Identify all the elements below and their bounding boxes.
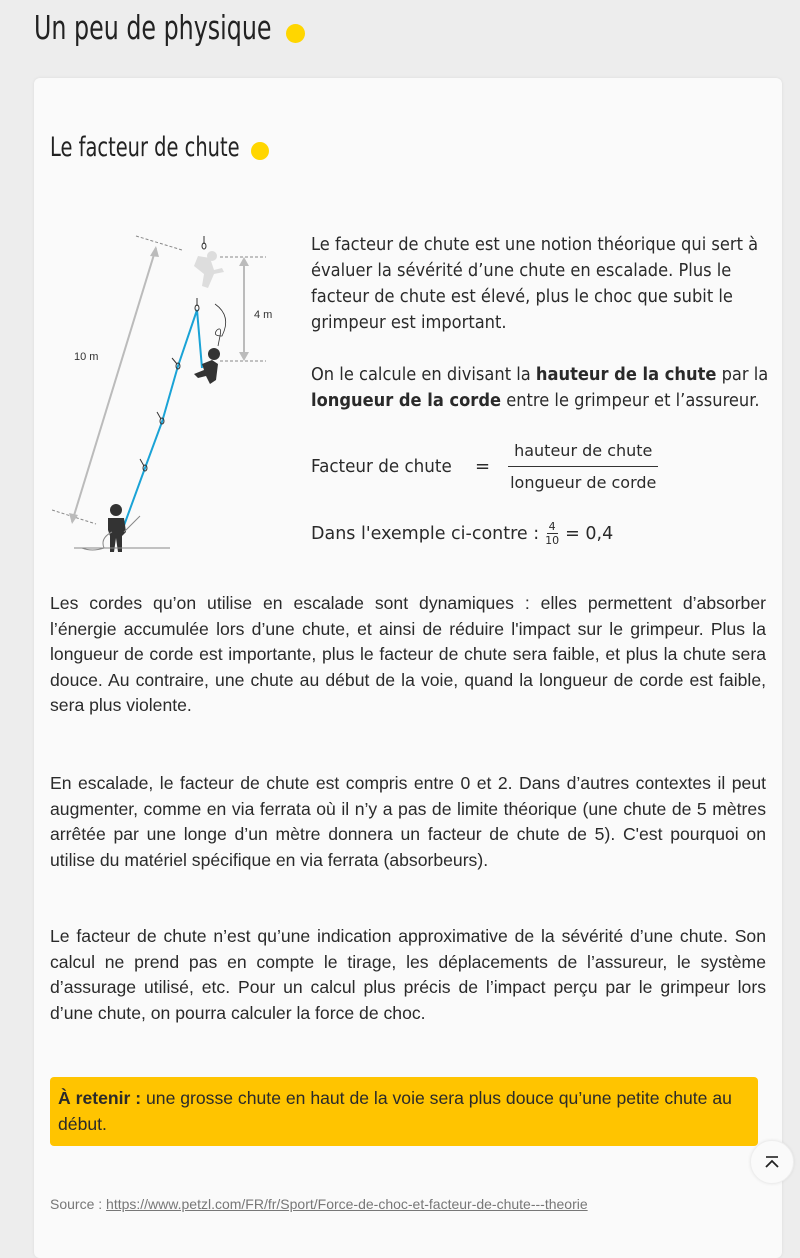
climber-icon [194,348,220,384]
key-takeaway-callout [50,1077,758,1146]
formula-lhs: Facteur de chute [311,455,452,477]
top-anchor-icon [202,236,206,249]
belayer-icon [108,504,126,552]
formula [311,436,662,496]
label-4m: 4 m [254,309,273,321]
quickdraw-icons [140,298,199,471]
ghost-climber-icon [194,251,224,288]
callout-text: une grosse chute en haut de la voie sera plus douce qu’une petite chute au début. [58,1088,732,1134]
source-link[interactable]: https://www.petzl.com/FR/fr/Sport/Force-de-choc-et-facteur-de-chute---theorie [106,1196,588,1212]
arrowhead-bottom [69,513,78,524]
example [311,520,613,547]
arrowhead-4m-bottom [239,352,249,361]
intro-paragraph-2 [311,362,776,414]
chevron-up-bar-icon [764,1155,780,1169]
section-dot-icon [251,142,269,160]
example-denominator: 10 [545,534,560,547]
page-title: Un peu de physique [34,8,272,47]
formula-equals: = [475,455,491,477]
back-to-top-button[interactable] [750,1140,794,1184]
fall-trajectory [215,304,226,346]
source-line [50,1196,588,1212]
title-dot-icon [286,24,305,43]
formula-numerator: hauteur de chute [508,441,658,467]
bold-fall-height: hauteur de la chute [535,365,717,385]
bold-rope-length: longueur de la corde [311,391,502,411]
rope [122,310,202,531]
fall-factor-illustration [52,226,292,560]
example-fraction [543,520,561,547]
example-numerator: 4 [548,520,556,533]
text-span: On le calcule en divisant la [311,365,536,385]
formula-denominator: longueur de corde [510,472,657,492]
body-paragraph-3: Le facteur de chute n’est qu’une indication approximative de la sévérité d’une chute. Son calcul ne prend pas en compte le tirage, les déplacements de l’assureur, le système d’assurage utilisé, etc. Pour un calcul plus précis de l’impact perçu par le grimpeur lors d’une chute, on pourra calculer la force de choc. [50,926,766,1023]
intro-text [311,232,771,440]
measure-arrow-10m [72,248,156,522]
section-title: Le facteur de chute [50,132,240,163]
arrowhead-top [150,246,159,257]
text-span: par la [716,365,769,385]
body-paragraph-1: Les cordes qu’on utilise en escalade sont dynamiques : elles permettent d’absorber l’énergie accumulée lors d’une chute, et ainsi de réduire l'impact sur le grimpeur. Plus la longueur de corde est importante, plus le facteur de chute sera faible, et plus la chute sera douce. Au contraire, une chute au début de la voie, quand la longueur de corde est faible, sera plus violente. [50,593,766,715]
text-span: entre le grimpeur et l’assureur. [501,391,760,411]
arrowhead-4m-top [239,257,249,266]
label-10m: 10 m [74,351,99,363]
intro-paragraph-1: Le facteur de chute est une notion théorique qui sert à évaluer la sévérité d’une chute en escalade. Plus le facteur de chute est élevé, plus le choc que subit le grimpeur est important. [311,235,759,333]
callout-label: À retenir : [58,1088,142,1108]
formula-fraction [504,441,662,492]
dashed-guide-top-left [136,236,182,250]
example-prefix: Dans l'exemple ci-contre : [311,523,540,544]
body-paragraph-2: En escalade, le facteur de chute est compris entre 0 et 2. Dans d’autres contextes il peut augmenter, comme en via ferrata où il n’y a pas de limite théorique (une chute de 5 mètres arrêtée par une longe d’un mètre donnera un facteur de chute de 5). C'est pourquoi on utilise du matériel spécifique en via ferrata (absorbeurs). [50,773,766,870]
source-prefix: Source : [50,1196,107,1212]
example-result: = 0,4 [565,523,614,544]
